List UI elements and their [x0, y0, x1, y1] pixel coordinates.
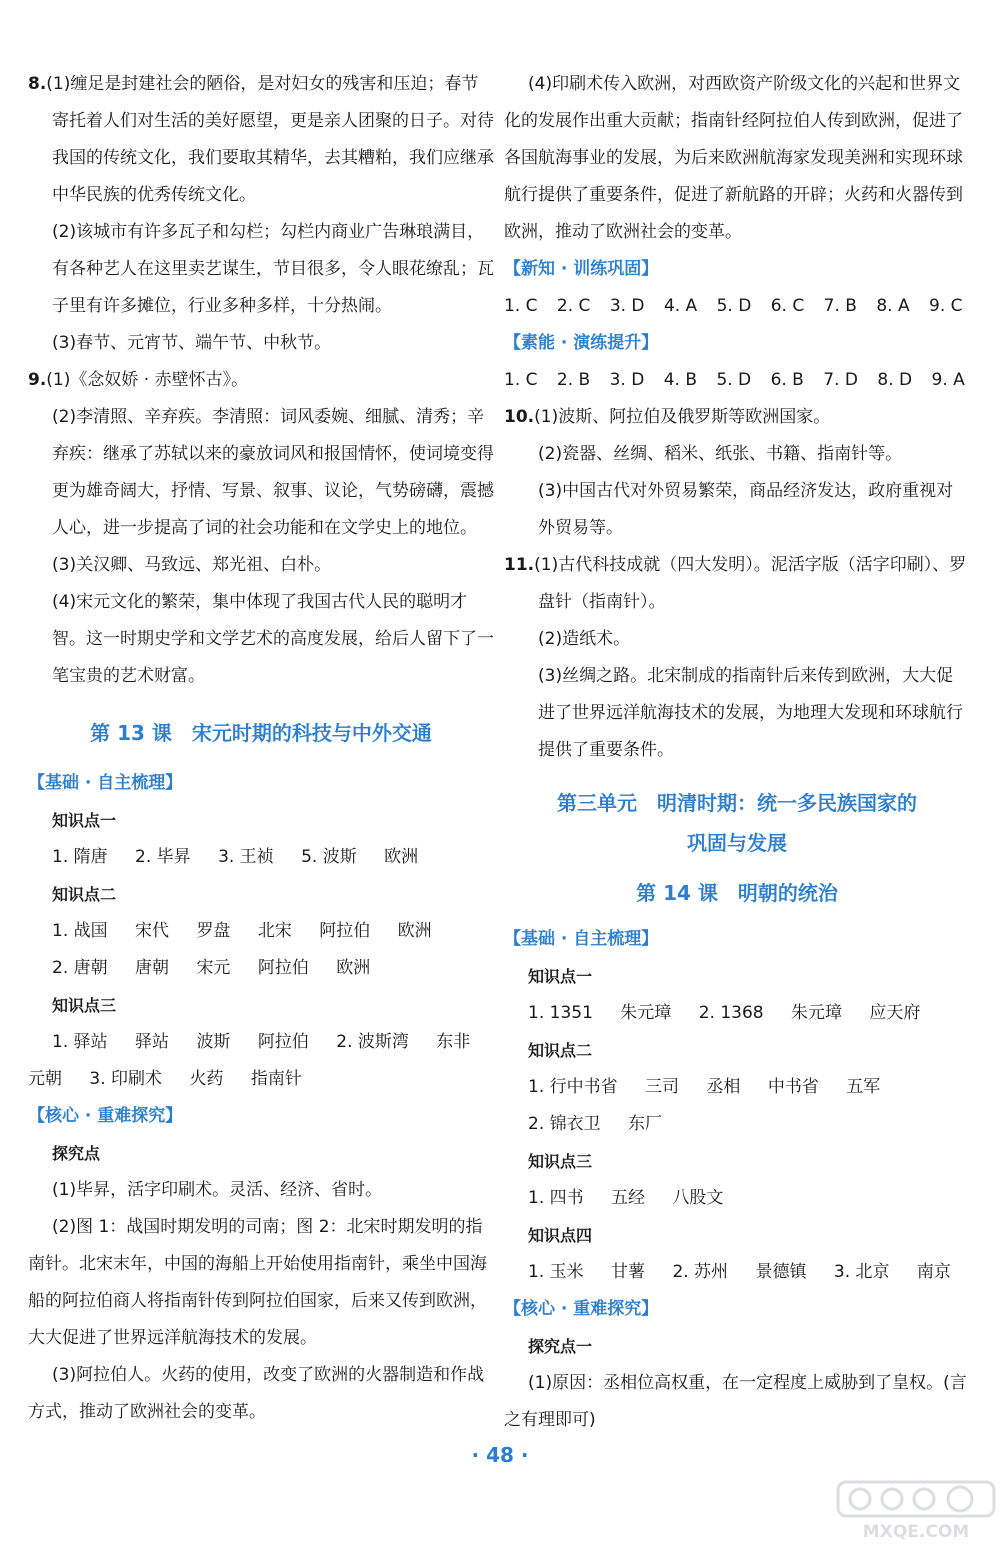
unit-3-title-line-2: 巩固与发展: [687, 831, 787, 855]
question-11-part-3: (3)丝绸之路。北宋制成的指南针后来传到欧洲，大大促进了世界远洋航海技术的发展，为地理大发现和环球航行提供了重要条件。: [538, 666, 963, 760]
svg-text:MXQE.COM: MXQE.COM: [862, 1522, 970, 1542]
knowledge-point-3-answers-line-2: 元朝 3. 印刷术 火药 指南针: [28, 1069, 302, 1089]
section-basic-heading: 【基础 · 自主梳理】: [28, 773, 183, 793]
skill-answers: 1. C 2. B 3. D 4. B 5. D 6. B 7. D 8. D 9. A: [504, 370, 965, 390]
explore-answer-2: (2)图 1：战国时期发明的司南；图 2：北宋时期发明的指南针。北宋末年，中国的海船上开始使用指南针，乘坐中国海船的阿拉伯商人将指南针传到阿拉伯国家，后来又传到欧洲，大大促进了世界远洋航海技术的发展。: [28, 1217, 487, 1348]
knowledge-point-2-answers-line-2: 2. 锦衣卫 东厂: [528, 1114, 663, 1134]
right-column: [504, 66, 970, 1439]
knowledge-point-2-answers-line-1: 1. 行中书省 三司 丞相 中书省 五军: [528, 1077, 881, 1097]
explore-answer-3: (3)阿拉伯人。火药的使用，改变了欧洲的火器制造和作战方式，推动了欧洲社会的变革。: [28, 1365, 485, 1422]
section-skill-heading: 【素能 · 演练提升】: [504, 333, 659, 353]
question-10-part-1: 10.(1)波斯、阿拉伯及俄罗斯等欧洲国家。: [504, 407, 831, 427]
question-10-part-2: (2)瓷器、丝绸、稻米、纸张、书籍、指南针等。: [538, 444, 903, 464]
question-number: 11.: [504, 555, 535, 575]
knowledge-point-1-answers: 1. 隋唐 2. 毕昇 3. 王祯 5. 波斯 欧洲: [52, 847, 419, 867]
knowledge-point-1-label: 知识点一: [52, 811, 117, 830]
new-knowledge-answers: 1. C 2. C 3. D 4. A 5. D 6. C 7. B 8. A 9. C: [504, 296, 963, 316]
knowledge-point-4-label: 知识点四: [528, 1226, 593, 1245]
question-9-part-4: (4)宋元文化的繁荣，集中体现了我国古代人民的聪明才智。这一时期史学和文学艺术的高度发展，给后人留下了一笔宝贵的艺术财富。: [52, 592, 494, 686]
lesson-13-title: 第 13 课 宋元时期的科技与中外交通: [90, 721, 432, 745]
section-core-heading: 【核心 · 重难探究】: [28, 1106, 183, 1126]
question-11-part-2: (2)造纸术。: [538, 629, 631, 649]
knowledge-point-2-answers-line-2: 2. 唐朝 唐朝 宋元 阿拉伯 欧洲: [52, 958, 371, 978]
explore-answer-4: (4)印刷术传入欧洲，对西欧资产阶级文化的兴起和世界文化的发展作出重大贡献；指南针经阿拉伯人传到欧洲，促进了各国航海事业的发展，为后来欧洲航海家发现美洲和实现环球航行提供了重要条件，促进了新航路的开辟；火药和火器传到欧洲，推动了欧洲社会的变革。: [504, 74, 963, 242]
question-9-part-3: (3)关汉卿、马致远、郑光祖、白朴。: [52, 555, 332, 575]
question-9-part-2: (2)李清照、辛弃疾。李清照：词风委婉、细腻、清秀；辛弃疾：继承了苏轼以来的豪放词风和报国情怀，使词境变得更为雄奇阔大，抒情、写景、叙事、议论，气势磅礴，震撼人心，进一步提高了词的社会功能和在文学史上的地位。: [52, 407, 494, 538]
knowledge-point-2-label: 知识点二: [52, 885, 117, 904]
knowledge-point-3-answers: 1. 四书 五经 八股文: [528, 1188, 724, 1208]
knowledge-point-4-answers: 1. 玉米 甘薯 2. 苏州 景德镇 3. 北京 南京: [528, 1262, 951, 1282]
explore-1-answer-1: (1)原因：丞相位高权重，在一定程度上威胁到了皇权。(言之有理即可): [504, 1373, 967, 1430]
question-8-part-3: (3)春节、元宵节、端午节、中秋节。: [52, 333, 332, 353]
question-8-part-1: 8.(1)缠足是封建社会的陋俗，是对妇女的残害和压迫；春节寄托着人们对生活的美好愿望，更是亲人团聚的日子。对待我国的传统文化，我们要取其精华，去其糟粕，我们应继承中华民族的优秀传统文化。: [28, 74, 494, 205]
question-number: 9.: [28, 370, 47, 390]
page-number: · 48 ·: [471, 1443, 529, 1467]
knowledge-point-3-label: 知识点三: [528, 1152, 593, 1171]
explore-point-1-label: 探究点一: [528, 1337, 593, 1356]
question-number: 8.: [28, 74, 47, 94]
question-8-part-2: (2)该城市有许多瓦子和勾栏；勾栏内商业广告琳琅满目，有各种艺人在这里卖艺谋生，节目很多，令人眼花缭乱；瓦子里有许多摊位，行业多种多样，十分热闹。: [52, 222, 494, 316]
explore-point-label: 探究点: [52, 1144, 101, 1163]
unit-3-title-line-1: 第三单元 明清时期：统一多民族国家的: [557, 791, 917, 815]
knowledge-point-3-label: 知识点三: [52, 996, 117, 1015]
question-10-part-3: (3)中国古代对外贸易繁荣，商品经济发达，政府重视对外贸易等。: [538, 481, 954, 538]
question-9-part-1: 9.(1)《念奴娇 · 赤壁怀古》。: [28, 370, 249, 390]
question-number: 10.: [504, 407, 535, 427]
section-basic-heading: 【基础 · 自主梳理】: [504, 929, 659, 949]
knowledge-point-2-label: 知识点二: [528, 1041, 593, 1060]
explore-answer-1: (1)毕昇，活字印刷术。灵活、经济、省时。: [52, 1180, 383, 1200]
watermark-logo: [836, 1480, 996, 1542]
question-11-part-1: 11.(1)古代科技成就（四大发明）。泥活字版（活字印刷）、罗盘针（指南针）。: [504, 555, 967, 612]
section-new-knowledge-heading: 【新知 · 训练巩固】: [504, 259, 659, 279]
knowledge-point-3-answers-line-1: 1. 驿站 驿站 波斯 阿拉伯 2. 波斯湾 东非: [52, 1032, 471, 1052]
knowledge-point-2-answers-line-1: 1. 战国 宋代 罗盘 北宋 阿拉伯 欧洲: [52, 921, 432, 941]
knowledge-point-1-label: 知识点一: [528, 967, 593, 986]
knowledge-point-1-answers: 1. 1351 朱元璋 2. 1368 朱元璋 应天府: [528, 1003, 921, 1023]
section-core-heading: 【核心 · 重难探究】: [504, 1299, 659, 1319]
lesson-14-title: 第 14 课 明朝的统治: [636, 881, 838, 905]
left-column: [28, 66, 494, 1431]
